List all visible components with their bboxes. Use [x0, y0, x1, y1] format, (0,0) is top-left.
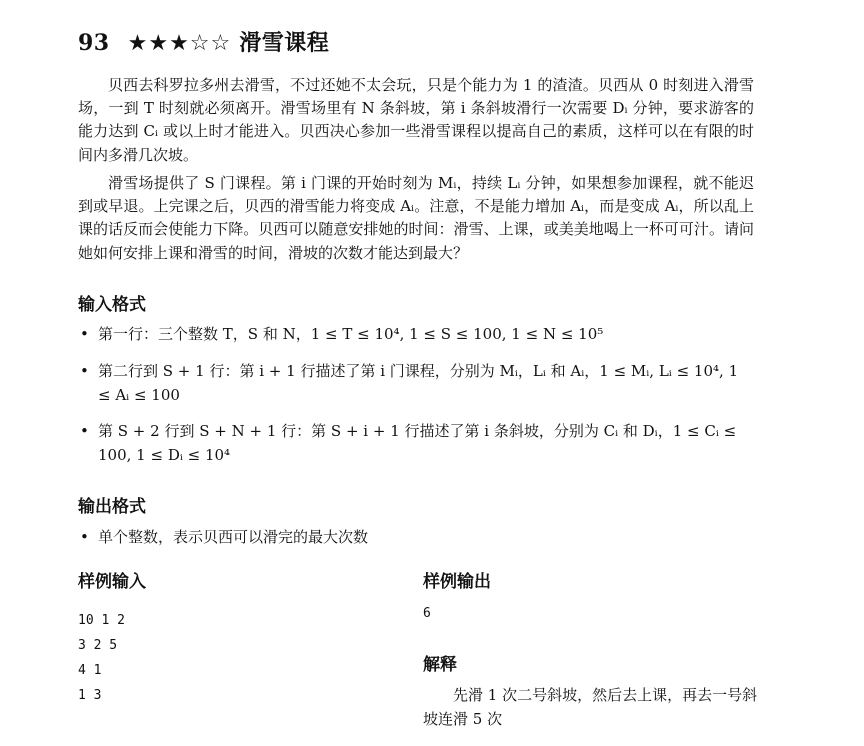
input-format-item-text: 第二行到 S + 1 行：第 i + 1 行描述了第 i 门课程，分别为 Mᵢ，Lᵢ 和 Aᵢ，1 ≤ Mᵢ, Lᵢ ≤ 10⁴, 1 ≤ Aᵢ ≤ 100	[98, 362, 739, 404]
input-format-heading: 输入格式	[78, 295, 146, 315]
sample-input-line: 10 1 2	[78, 613, 125, 628]
sample-output-line: 6	[423, 606, 431, 621]
description-paragraph-2: 滑雪场提供了 S 门课程。第 i 门课的开始时刻为 Mᵢ，持续 Lᵢ 分钟，如果想参加课程，就不能迟到或早退。上完课之后，贝西的滑雪能力将变成 Aᵢ。注意，不是能力增加 Aᵢ，而是变成 Aᵢ，所以乱上课的话反而会使能力下降。贝西可以随意安排她的时间：滑雪、上课，或美美地喝上一杯可可汁。请问她如何安排上课和滑雪的时间，滑坡的次数才能达到最大？	[78, 174, 754, 262]
sample-input-line: 3 2 5	[78, 638, 118, 653]
problem-name: 滑雪课程	[239, 30, 330, 56]
problem-number: 93	[78, 30, 110, 56]
output-format-heading: 输出格式	[78, 497, 146, 517]
input-format-item	[80, 322, 754, 346]
input-format-item	[80, 419, 754, 467]
bullet-dot: •	[80, 362, 89, 380]
description-paragraph-1: 贝西去科罗拉多州去滑雪，不过还她不太会玩，只是个能力为 1 的渣渣。贝西从 0 时刻进入滑雪场，一到 T 时刻就必须离开。滑雪场里有 N 条斜坡，第 i 条斜坡滑行一次需要 Dᵢ 分钟，要求游客的能力达到 Cᵢ 或以上时才能进入。贝西决心参加一些滑雪课程以提高自己的素质，这样可以在有限的时间内多滑几次坡。	[78, 76, 754, 164]
sample-input-heading: 样例输入	[78, 572, 146, 592]
output-format-item-text: 单个整数，表示贝西可以滑完的最大次数	[98, 528, 369, 546]
input-format-item-text: 第一行：三个整数 T，S 和 N，1 ≤ T ≤ 10⁴, 1 ≤ S ≤ 100, 1 ≤ N ≤ 10⁵	[98, 325, 604, 343]
sample-output-block	[423, 601, 431, 626]
explanation-text: 先滑 1 次二号斜坡，然后去上课，再去一号斜坡连滑 5 次	[423, 686, 758, 728]
input-format-item-text: 第 S + 2 行到 S + N + 1 行：第 S + i + 1 行描述了第 i 条斜坡，分别为 Cᵢ 和 Dᵢ，1 ≤ Cᵢ ≤ 100, 1 ≤ Dᵢ ≤ 10⁴	[98, 422, 737, 464]
input-format-item	[80, 359, 754, 407]
problem-title	[78, 26, 329, 57]
explanation-heading: 解释	[423, 655, 457, 675]
sample-input-block	[78, 608, 125, 708]
sample-output-heading: 样例输出	[423, 572, 491, 592]
bullet-dot: •	[80, 325, 89, 343]
bullet-dot: •	[80, 422, 89, 440]
bullet-dot: •	[80, 528, 89, 546]
sample-input-line: 4 1	[78, 663, 102, 678]
sample-input-line: 1 3	[78, 688, 102, 703]
output-format-item	[80, 525, 754, 549]
difficulty-stars: ★★★☆☆	[127, 31, 232, 56]
